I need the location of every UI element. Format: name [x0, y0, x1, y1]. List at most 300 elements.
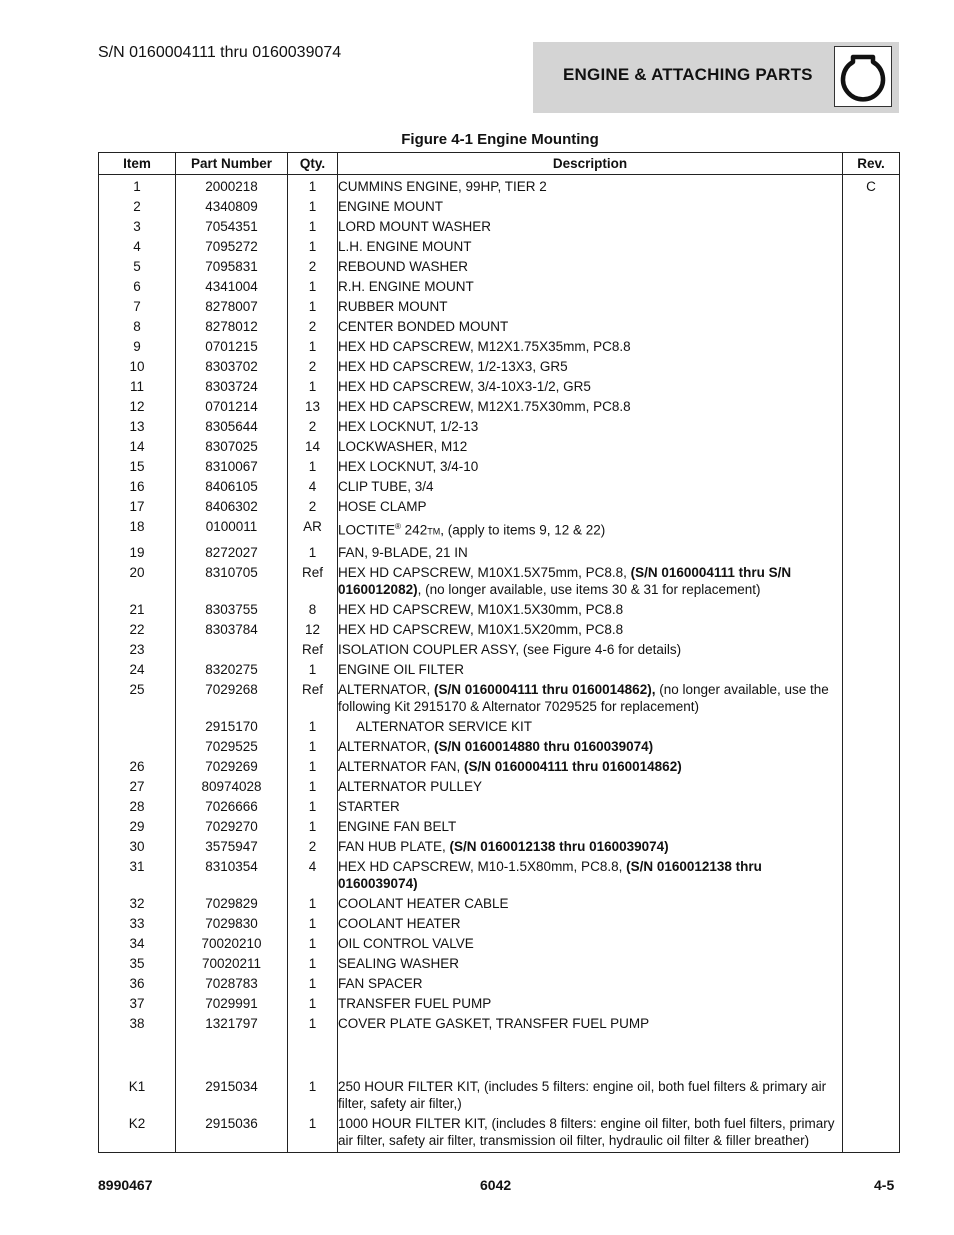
table-row: [99, 933, 900, 953]
item-number-cell: 6: [99, 277, 176, 297]
part-number-cell: 7028783: [176, 973, 288, 993]
description-text: (S/N 0160004111 thru 0160014862): [464, 758, 682, 774]
description-text: ALTERNATOR,: [338, 738, 435, 754]
footer-page-number: 4-5: [874, 1177, 895, 1193]
description-text: HEX HD CAPSCREW, M10X1.5X75mm, PC8.8,: [338, 564, 631, 580]
table-row: [99, 277, 900, 297]
footer-model: 6042: [480, 1177, 512, 1193]
rev-cell: [843, 599, 900, 619]
part-number-cell: 8320275: [176, 659, 288, 679]
description-text: TRANSFER FUEL PUMP: [338, 995, 492, 1011]
description-text: (S/N 0160012138 thru 0160039074): [338, 858, 762, 891]
description-cell: [338, 457, 843, 477]
item-number-cell: 28: [99, 796, 176, 816]
part-number-cell: 80974028: [176, 776, 288, 796]
table-row: [99, 457, 900, 477]
item-number-cell: 33: [99, 913, 176, 933]
part-number-cell: 0100011: [176, 517, 288, 543]
description-text: COOLANT HEATER CABLE: [338, 895, 509, 911]
description-cell: [338, 993, 843, 1013]
description-text: STARTER: [338, 798, 400, 814]
description-text: HEX HD CAPSCREW, M10-1.5X80mm, PC8.8,: [338, 858, 627, 874]
description-cell: [338, 856, 843, 893]
description-cell: [338, 417, 843, 437]
description-cell: [338, 599, 843, 619]
table-row: [99, 679, 900, 716]
table-row: [99, 357, 900, 377]
part-number-cell: 7029269: [176, 756, 288, 776]
table-row: [99, 973, 900, 993]
rev-cell: [843, 457, 900, 477]
parts-table: [98, 152, 900, 1153]
rev-cell: [843, 1013, 900, 1033]
description-text: (S/N 0160004111 thru 0160014862),: [434, 681, 656, 697]
table-row: [99, 716, 900, 736]
rev-cell: [843, 477, 900, 497]
rev-cell: [843, 497, 900, 517]
qty-cell: 12: [288, 619, 338, 639]
table-row: [99, 1013, 900, 1033]
item-number-cell: 34: [99, 933, 176, 953]
part-number-cell: 7029991: [176, 993, 288, 1013]
description-cell: [338, 397, 843, 417]
item-number-cell: 22: [99, 619, 176, 639]
item-number-cell: 15: [99, 457, 176, 477]
table-header-row: [99, 153, 900, 175]
description-cell: [338, 1013, 843, 1033]
table-row: [99, 377, 900, 397]
part-number-cell: 2000218: [176, 175, 288, 197]
part-number-cell: 7095272: [176, 237, 288, 257]
qty-cell: 1: [288, 973, 338, 993]
spacer-cell: [338, 1033, 843, 1076]
rev-cell: [843, 913, 900, 933]
table-row: [99, 517, 900, 543]
description-cell: [338, 893, 843, 913]
description-text: ENGINE OIL FILTER: [338, 661, 465, 677]
description-text: FAN HUB PLATE,: [338, 838, 450, 854]
rev-cell: [843, 357, 900, 377]
description-cell: [338, 317, 843, 337]
rev-cell: [843, 337, 900, 357]
part-number-cell: 8307025: [176, 437, 288, 457]
item-number-cell: 8: [99, 317, 176, 337]
description-cell: [338, 562, 843, 599]
rev-cell: [843, 237, 900, 257]
rev-cell: [843, 639, 900, 659]
part-number-cell: 8278012: [176, 317, 288, 337]
rev-cell: [843, 893, 900, 913]
item-number-cell: 30: [99, 836, 176, 856]
item-number-cell: K1: [99, 1076, 176, 1113]
column-header-item: Item: [99, 153, 176, 175]
description-text: FAN, 9-BLADE, 21 IN: [338, 544, 468, 560]
qty-cell: 1: [288, 217, 338, 237]
description-text: HEX HD CAPSCREW, M12X1.75X35mm, PC8.8: [338, 339, 631, 354]
rev-cell: [843, 716, 900, 736]
qty-cell: 1: [288, 277, 338, 297]
description-text: L.H. ENGINE MOUNT: [338, 239, 472, 254]
rev-cell: [843, 679, 900, 716]
rev-cell: [843, 836, 900, 856]
item-number-cell: 12: [99, 397, 176, 417]
table-row: [99, 417, 900, 437]
rev-cell: [843, 517, 900, 543]
table-row: [99, 756, 900, 776]
qty-cell: 1: [288, 933, 338, 953]
table-row: [99, 297, 900, 317]
description-cell: [338, 497, 843, 517]
description-text: OIL CONTROL VALVE: [338, 935, 474, 951]
part-number-cell: 0701214: [176, 397, 288, 417]
rev-cell: [843, 217, 900, 237]
item-number-cell: 10: [99, 357, 176, 377]
description-cell: [338, 517, 843, 543]
spacer-cell: [99, 1033, 176, 1076]
table-row: [99, 796, 900, 816]
description-text: HEX HD CAPSCREW, M12X1.75X30mm, PC8.8: [338, 399, 631, 414]
description-text: RUBBER MOUNT: [338, 299, 448, 314]
item-number-cell: 20: [99, 562, 176, 599]
qty-cell: 4: [288, 477, 338, 497]
spacer-row: [99, 1033, 900, 1076]
rev-cell: [843, 659, 900, 679]
description-text: TM: [427, 526, 441, 537]
description-text: LOCTITE: [338, 522, 396, 538]
table-row: [99, 562, 900, 599]
item-number-cell: [99, 716, 176, 736]
qty-cell: 1: [288, 197, 338, 217]
qty-cell: 1: [288, 913, 338, 933]
section-title: ENGINE & ATTACHING PARTS: [563, 65, 813, 84]
part-number-cell: 7029829: [176, 893, 288, 913]
description-text: R.H. ENGINE MOUNT: [338, 279, 474, 294]
rev-cell: [843, 756, 900, 776]
rev-cell: [843, 562, 900, 599]
description-text: ENGINE MOUNT: [338, 199, 444, 214]
qty-cell: 1: [288, 659, 338, 679]
description-cell: [338, 175, 843, 197]
qty-cell: 4: [288, 856, 338, 893]
description-cell: [338, 337, 843, 357]
item-number-cell: 23: [99, 639, 176, 659]
item-number-cell: 29: [99, 816, 176, 836]
description-cell: [338, 679, 843, 716]
qty-cell: 2: [288, 257, 338, 277]
item-number-cell: 2: [99, 197, 176, 217]
rev-cell: [843, 816, 900, 836]
item-number-cell: 4: [99, 237, 176, 257]
rev-cell: [843, 317, 900, 337]
part-number-cell: 70020210: [176, 933, 288, 953]
table-row: [99, 317, 900, 337]
table-row: [99, 497, 900, 517]
table-row: [99, 639, 900, 659]
item-number-cell: 26: [99, 756, 176, 776]
item-number-cell: 19: [99, 542, 176, 562]
column-header-rev: Rev.: [843, 153, 900, 175]
footer-doc-number: 8990467: [98, 1177, 153, 1193]
description-text: CUMMINS ENGINE, 99HP, TIER 2: [338, 179, 547, 194]
description-cell: [338, 1113, 843, 1152]
description-cell: [338, 736, 843, 756]
column-header-part-number: Part Number: [176, 153, 288, 175]
qty-cell: 1: [288, 175, 338, 197]
description-text: SEALING WASHER: [338, 955, 460, 971]
item-number-cell: 3: [99, 217, 176, 237]
part-number-cell: 8303724: [176, 377, 288, 397]
description-text: 1000 HOUR FILTER KIT, (includes 8 filters: engine oil filter, both fuel filters, primary air filter, safety air filter, transmission oil filter, hydraulic oil filter & filler breather): [338, 1115, 835, 1148]
item-number-cell: 38: [99, 1013, 176, 1033]
qty-cell: Ref: [288, 562, 338, 599]
table-row: [99, 816, 900, 836]
rev-cell: [843, 953, 900, 973]
part-number-cell: 7029830: [176, 913, 288, 933]
description-text: LORD MOUNT WASHER: [338, 219, 492, 234]
qty-cell: 1: [288, 1113, 338, 1152]
item-number-cell: 18: [99, 517, 176, 543]
rev-cell: [843, 197, 900, 217]
table-row: [99, 856, 900, 893]
item-number-cell: 31: [99, 856, 176, 893]
item-number-cell: 5: [99, 257, 176, 277]
description-cell: [338, 659, 843, 679]
description-text: LOCKWASHER, M12: [338, 439, 468, 454]
part-number-cell: 8406105: [176, 477, 288, 497]
description-cell: [338, 542, 843, 562]
column-header-description: Description: [338, 153, 843, 175]
part-number-cell: 0701215: [176, 337, 288, 357]
table-row: [99, 1113, 900, 1152]
rev-cell: [843, 736, 900, 756]
description-text: HEX HD CAPSCREW, M10X1.5X30mm, PC8.8: [338, 601, 624, 617]
item-number-cell: 35: [99, 953, 176, 973]
qty-cell: 2: [288, 317, 338, 337]
item-number-cell: 36: [99, 973, 176, 993]
item-number-cell: 16: [99, 477, 176, 497]
rev-cell: [843, 973, 900, 993]
qty-cell: 1: [288, 893, 338, 913]
item-number-cell: 27: [99, 776, 176, 796]
table-row: [99, 913, 900, 933]
table-row: [99, 217, 900, 237]
description-text: ENGINE FAN BELT: [338, 818, 457, 834]
rev-cell: [843, 377, 900, 397]
description-cell: [338, 639, 843, 659]
table-row: [99, 437, 900, 457]
part-number-cell: 8310354: [176, 856, 288, 893]
figure-title: Figure 4-1 Engine Mounting: [401, 131, 599, 148]
part-number-cell: 70020211: [176, 953, 288, 973]
item-number-cell: 7: [99, 297, 176, 317]
qty-cell: 1: [288, 237, 338, 257]
description-text: 242: [400, 522, 428, 538]
description-text: , (apply to items 9, 12 & 22): [440, 522, 606, 538]
description-cell: [338, 776, 843, 796]
description-text: ISOLATION COUPLER ASSY, (see Figure 4-6 for details): [338, 641, 682, 657]
table-row: [99, 237, 900, 257]
description-text: (S/N 0160012138 thru 0160039074): [449, 838, 669, 854]
qty-cell: 2: [288, 836, 338, 856]
description-text: HEX HD CAPSCREW, 1/2-13X3, GR5: [338, 359, 568, 374]
description-cell: [338, 197, 843, 217]
part-number-cell: 8303784: [176, 619, 288, 639]
qty-cell: 1: [288, 542, 338, 562]
qty-cell: 2: [288, 417, 338, 437]
qty-cell: Ref: [288, 679, 338, 716]
description-text: HOSE CLAMP: [338, 499, 427, 514]
description-cell: [338, 377, 843, 397]
table-row: [99, 953, 900, 973]
description-text: CLIP TUBE, 3/4: [338, 479, 434, 494]
item-number-cell: 24: [99, 659, 176, 679]
part-number-cell: 8310067: [176, 457, 288, 477]
rev-cell: [843, 257, 900, 277]
part-number-cell: 8305644: [176, 417, 288, 437]
description-cell: [338, 933, 843, 953]
qty-cell: 1: [288, 736, 338, 756]
description-text: COVER PLATE GASKET, TRANSFER FUEL PUMP: [338, 1015, 650, 1031]
description-cell: [338, 913, 843, 933]
table-row: [99, 836, 900, 856]
rev-cell: [843, 437, 900, 457]
rev-cell: [843, 542, 900, 562]
qty-cell: 1: [288, 756, 338, 776]
table-row: [99, 736, 900, 756]
description-cell: [338, 619, 843, 639]
part-number-cell: 7029268: [176, 679, 288, 716]
rev-cell: [843, 796, 900, 816]
description-cell: [338, 477, 843, 497]
rev-cell: [843, 397, 900, 417]
spacer-cell: [288, 1033, 338, 1076]
part-number-cell: 2915034: [176, 1076, 288, 1113]
part-number-cell: 4340809: [176, 197, 288, 217]
table-row: [99, 197, 900, 217]
item-number-cell: 25: [99, 679, 176, 716]
description-cell: [338, 836, 843, 856]
qty-cell: 1: [288, 457, 338, 477]
part-number-cell: 8303755: [176, 599, 288, 619]
item-number-cell: K2: [99, 1113, 176, 1152]
description-text: HEX HD CAPSCREW, M10X1.5X20mm, PC8.8: [338, 621, 624, 637]
description-text: HEX LOCKNUT, 3/4-10: [338, 459, 479, 474]
description-text: (no longer available, use the following Kit 2915170 & Alternator 7029525 for replacement): [338, 681, 829, 714]
description-cell: [338, 796, 843, 816]
part-number-cell: 8278007: [176, 297, 288, 317]
item-number-cell: [99, 736, 176, 756]
qty-cell: 1: [288, 377, 338, 397]
part-number-cell: 8406302: [176, 497, 288, 517]
description-cell: [338, 257, 843, 277]
rev-cell: [843, 933, 900, 953]
part-number-cell: 7029525: [176, 736, 288, 756]
parts-table-body: [99, 175, 900, 1153]
description-text: ALTERNATOR,: [338, 681, 435, 697]
description-text: (S/N 0160004111 thru S/N 0160012082): [338, 564, 792, 597]
qty-cell: 2: [288, 357, 338, 377]
rev-cell: [843, 277, 900, 297]
qty-cell: 1: [288, 816, 338, 836]
qty-cell: AR: [288, 517, 338, 543]
description-text: REBOUND WASHER: [338, 259, 469, 274]
qty-cell: 1: [288, 716, 338, 736]
qty-cell: 1: [288, 1076, 338, 1113]
part-number-cell: 7029270: [176, 816, 288, 836]
item-number-cell: 9: [99, 337, 176, 357]
item-number-cell: 32: [99, 893, 176, 913]
qty-cell: 1: [288, 796, 338, 816]
description-text: ALTERNATOR FAN,: [338, 758, 465, 774]
description-cell: [338, 437, 843, 457]
item-number-cell: 17: [99, 497, 176, 517]
part-number-cell: 7095831: [176, 257, 288, 277]
table-row: [99, 1076, 900, 1113]
description-cell: [338, 277, 843, 297]
description-cell: [338, 973, 843, 993]
description-text: ALTERNATOR PULLEY: [338, 778, 483, 794]
rev-cell: [843, 619, 900, 639]
description-cell: [338, 816, 843, 836]
part-number-cell: 3575947: [176, 836, 288, 856]
rev-cell: [843, 1076, 900, 1113]
part-number-cell: 2915170: [176, 716, 288, 736]
table-row: [99, 599, 900, 619]
qty-cell: Ref: [288, 639, 338, 659]
description-text: HEX HD CAPSCREW, 3/4-10X3-1/2, GR5: [338, 379, 591, 394]
description-text: ALTERNATOR SERVICE KIT: [356, 718, 533, 734]
description-cell: [338, 237, 843, 257]
table-row: [99, 337, 900, 357]
description-text: (S/N 0160014880 thru 0160039074): [434, 738, 654, 754]
qty-cell: 1: [288, 993, 338, 1013]
part-number-cell: 1321797: [176, 1013, 288, 1033]
qty-cell: 1: [288, 776, 338, 796]
column-header-qty: Qty.: [288, 153, 338, 175]
qty-cell: 8: [288, 599, 338, 619]
rev-cell: [843, 297, 900, 317]
part-number-cell: 8310705: [176, 562, 288, 599]
part-number-cell: 7026666: [176, 796, 288, 816]
table-row: [99, 397, 900, 417]
rev-cell: C: [843, 175, 900, 197]
rev-cell: [843, 1113, 900, 1152]
description-text: 250 HOUR FILTER KIT, (includes 5 filters: engine oil, both fuel filters & primary air filter, safety air filter,): [338, 1078, 827, 1111]
table-row: [99, 776, 900, 796]
description-cell: [338, 1076, 843, 1113]
description-text: COOLANT HEATER: [338, 915, 461, 931]
table-row: [99, 619, 900, 639]
table-row: [99, 893, 900, 913]
item-number-cell: 37: [99, 993, 176, 1013]
section-header: [533, 42, 899, 113]
spacer-cell: [843, 1033, 900, 1076]
description-cell: [338, 756, 843, 776]
description-cell: [338, 953, 843, 973]
table-row: [99, 993, 900, 1013]
description-cell: [338, 357, 843, 377]
description-text: ®: [395, 522, 401, 531]
table-row: [99, 257, 900, 277]
item-number-cell: 21: [99, 599, 176, 619]
qty-cell: 14: [288, 437, 338, 457]
serial-range: S/N 0160004111 thru 0160039074: [98, 44, 342, 61]
description-cell: [338, 716, 843, 736]
item-number-cell: 14: [99, 437, 176, 457]
qty-cell: 13: [288, 397, 338, 417]
table-row: [99, 542, 900, 562]
description-text: HEX LOCKNUT, 1/2-13: [338, 419, 479, 434]
